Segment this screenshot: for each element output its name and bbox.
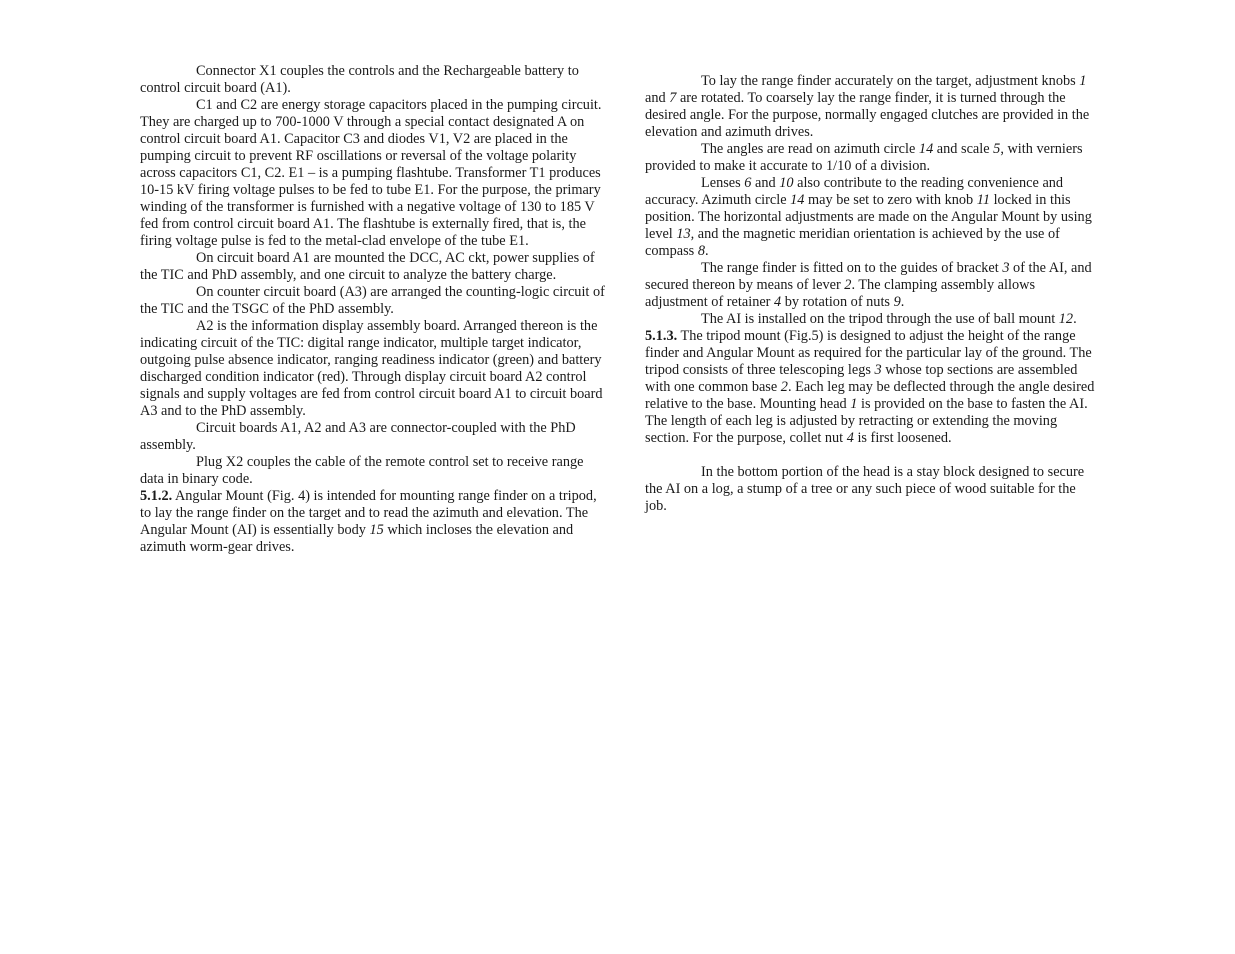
part-number: 15 xyxy=(369,522,384,538)
part-number: 7 xyxy=(669,90,677,106)
text-run: and xyxy=(645,90,670,106)
section-5-1-3 xyxy=(645,328,1100,447)
text-run: . Each leg may be deflected through the angle desired relative to the base. Mounting head xyxy=(645,379,1095,412)
paragraph-ball-mount xyxy=(645,311,1100,328)
paragraph-stay-block: In the bottom portion of the head is a stay block designed to secure the AI on a log, a stump of a tree or any such piece of wood suitable for the job. xyxy=(645,464,1085,514)
text-run: by rotation of nuts xyxy=(781,294,894,310)
part-number: 3 xyxy=(1002,260,1010,276)
paragraph-lenses xyxy=(645,175,1100,260)
part-number: 8 xyxy=(697,243,705,259)
text-run: of the AI, and secured thereon by means of lever xyxy=(645,260,1092,293)
part-number: 13, xyxy=(676,226,695,242)
section-number: 5.1.2. xyxy=(140,488,173,504)
text-run: . xyxy=(900,294,905,310)
paragraph-display-board-a2: A2 is the information display assembly board. Arranged thereon is the indicating circuit of the TIC: digital range indicator, multiple target indicator, outgoing pulse absence indicator, ranging readiness indicator (green) and battery discharged condition indicator (red). Through display circuit board A2 control signals and supply voltages are fed from control circuit board A1 to circuit board A3 and to the PhD assembly. xyxy=(140,318,603,419)
part-number: 14 xyxy=(918,141,934,157)
part-number: 4 xyxy=(846,430,854,446)
paragraph-azimuth-angles xyxy=(645,141,1100,175)
text-run: . xyxy=(1073,311,1077,327)
paragraph-plug-x2: Plug X2 couples the cable of the remote control set to receive range data in binary code. xyxy=(140,454,584,487)
text-run: and the magnetic meridian orientation is achieved by the use of compass xyxy=(645,226,1060,259)
text-run: The range finder is fitted on to the guides of bracket xyxy=(701,260,1003,276)
part-number: 2 xyxy=(844,277,852,293)
text-run: . The clamping assembly allows adjustment of retainer xyxy=(645,277,1036,310)
text-run: To lay the range finder accurately on the target, adjustment knobs xyxy=(701,73,1080,89)
right-column xyxy=(645,73,1100,515)
section-number: 5.1.3. xyxy=(645,328,678,344)
paragraph-connector-coupled: Circuit boards A1, A2 and A3 are connector-coupled with the PhD assembly. xyxy=(140,420,576,453)
part-number: 1 xyxy=(1079,73,1087,89)
text-run: and xyxy=(751,175,780,191)
text-run: is provided on the base to fasten the AI. The length of each leg is adjusted by retracting or extending the moving section. For the purpose, collet nut xyxy=(645,396,1088,446)
text-run: The AI is installed on the tripod through the use of ball mount xyxy=(701,311,1059,327)
text-run: , with verniers provided to make it accurate to 1/10 of a division. xyxy=(645,141,1083,174)
left-column xyxy=(140,63,605,556)
text-run: whose top sections are assembled with one common base xyxy=(645,362,1078,395)
paragraph-circuit-board-a1: On circuit board A1 are mounted the DCC, AC ckt, power supplies of the TIC and PhD assembly, and one circuit to analyze the battery charge. xyxy=(140,250,595,283)
text-run: may be set to zero with knob xyxy=(804,192,977,208)
text-run: is first loosened. xyxy=(853,430,952,446)
text-run: locked in this position. The horizontal adjustments are made on the Angular Mount by using level xyxy=(645,192,1092,242)
section-5-1-2 xyxy=(140,488,605,556)
section-text: which incloses the elevation and azimuth worm-gear drives. xyxy=(140,522,574,555)
text-run: . xyxy=(704,243,709,259)
part-number: 1 xyxy=(850,396,858,412)
text-run: and scale xyxy=(933,141,994,157)
part-number: 14 xyxy=(790,192,805,208)
part-number: 5 xyxy=(993,141,1001,157)
part-number: 3 xyxy=(874,362,882,378)
paragraph-bracket-guides xyxy=(645,260,1100,311)
paragraph-capacitors: C1 and C2 are energy storage capacitors placed in the pumping circuit. They are charged up to 700-1000 V through a special contact designated A on control circuit board A1. Capacitor C3 and diodes V1, V2 are placed in the pumping circuit to prevent RF oscillations or reversal of the voltage polarity across capacitors C1, C2. E1 – is a pumping flashtube. Transformer T1 produces 10-15 kV firing voltage pulses to be fed to tube E1. For the purpose, the primary winding of the transformer is furnished with a negative voltage of 130 to 185 V fed from control circuit board A1. The flashtube is externally fired, that is, the firing voltage pulse is fed to the metal-clad envelope of the tube E1. xyxy=(140,97,602,249)
part-number: 9 xyxy=(893,294,901,310)
section-text: Angular Mount (Fig. 4) is intended for mounting range finder on a tripod, to lay the range finder on the target and to read the azimuth and elevation. The Angular Mount (AI) is essentially body xyxy=(140,488,597,538)
part-number: 6 xyxy=(744,175,752,191)
part-number: 12 xyxy=(1058,311,1074,327)
part-number: 4 xyxy=(774,294,782,310)
paragraph-spacer xyxy=(645,447,1100,464)
part-number: 11 xyxy=(976,192,991,208)
text-run: Lenses xyxy=(701,175,745,191)
text-run: also contribute to the reading convenience and accuracy. Azimuth circle xyxy=(645,175,1064,208)
part-number: 10 xyxy=(779,175,794,191)
paragraph-connector-x1: Connector X1 couples the controls and the Rechargeable battery to control circuit board (A1). xyxy=(140,63,579,96)
paragraph-adjustment-knobs xyxy=(645,73,1100,141)
text-run: The tripod mount (Fig.5) is designed to adjust the height of the range finder and Angular Mount as required for the particular lay of the ground. The tripod consists of three telescoping legs xyxy=(645,328,1092,378)
text-run: The angles are read on azimuth circle xyxy=(701,141,919,157)
text-run: are rotated. To coarsely lay the range finder, it is turned through the desired angle. For the purpose, normally engaged clutches are provided in the elevation and azimuth drives. xyxy=(645,90,1090,140)
paragraph-counter-board-a3: On counter circuit board (A3) are arranged the counting-logic circuit of the TIC and the TSGC of the PhD assembly. xyxy=(140,284,605,317)
part-number: 2 xyxy=(780,379,788,395)
